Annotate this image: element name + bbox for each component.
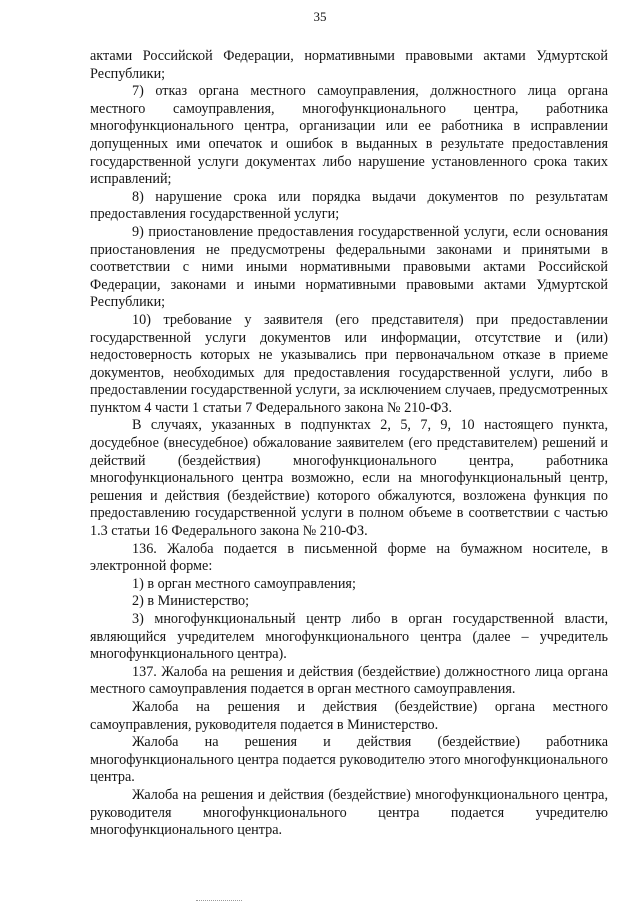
- paragraph: 7) отказ органа местного самоуправления, должностного лица органа местного самоуправления, многофункционального центра, работника многофункционального центра, организации или ее работника в исправлении допущенных ими опечаток и ошибок в выданных в результате предоставления государственной услуги документах либо нарушение установленного срока таких исправлений;: [90, 83, 608, 188]
- paragraph: 136. Жалоба подается в письменной форме на бумажном носителе, в электронной форме:: [90, 540, 608, 575]
- paragraph: 137. Жалоба на решения и действия (бездействие) должностного лица органа местного самоуправления подается в орган местного самоуправления.: [90, 663, 608, 698]
- paragraph: 8) нарушение срока или порядка выдачи документов по результатам предоставления государственной услуги;: [90, 188, 608, 223]
- document-body: [90, 48, 608, 840]
- paragraph: В случаях, указанных в подпунктах 2, 5, 7, 9, 10 настоящего пункта, досудебное (внесудебное) обжалование заявителем (его представителем) решений и действий (бездействия) многофункционального центра, работника многофункционального центра возможно, если на многофункциональный центр, решения и действия (бездействие) которого обжалуются, возложена функция по предоставлению государственной услуги в полном объеме в соответствии с частью 1.3 статьи 16 Федерального закона № 210-ФЗ.: [90, 417, 608, 540]
- paragraph: 9) приостановление предоставления государственной услуги, если основания приостановления не предусмотрены федеральными законами и принятыми в соответствии с ними иными нормативными правовыми актами Российской Федерации, законами и иными нормативными правовыми актами Удмуртской Республики;: [90, 223, 608, 311]
- paragraph: Жалоба на решения и действия (бездействие) органа местного самоуправления, руководителя подается в Министерство.: [90, 698, 608, 733]
- paragraph: Жалоба на решения и действия (бездействие) многофункционального центра, руководителя многофункционального центра подается учредителю многофункционального центра.: [90, 786, 608, 839]
- paragraph: 10) требование у заявителя (его представителя) при предоставлении государственной услуги документов или информации, отсутствие и (или) недостоверность которых не указывались при первоначальном отказе в приеме документов, необходимых для предоставления государственной услуги, либо в предоставлении государственной услуги, за исключением случаев, предусмотренных пунктом 4 части 1 статьи 7 Федерального закона № 210-ФЗ.: [90, 311, 608, 416]
- paragraph: актами Российской Федерации, нормативными правовыми актами Удмуртской Республики;: [90, 48, 608, 82]
- paragraph: 3) многофункциональный центр либо в орган государственной власти, являющийся учредителем многофункционального центра (далее – учредитель многофункционального центра).: [90, 611, 608, 663]
- paragraph: 1) в орган местного самоуправления;: [132, 575, 356, 592]
- paragraph: Жалоба на решения и действия (бездействие) работника многофункционального центра подается руководителю этого многофункционального центра.: [90, 734, 608, 786]
- paragraph: 2) в Министерство;: [132, 593, 250, 610]
- page-number: 35: [313, 9, 327, 24]
- scan-artifact: [196, 900, 242, 903]
